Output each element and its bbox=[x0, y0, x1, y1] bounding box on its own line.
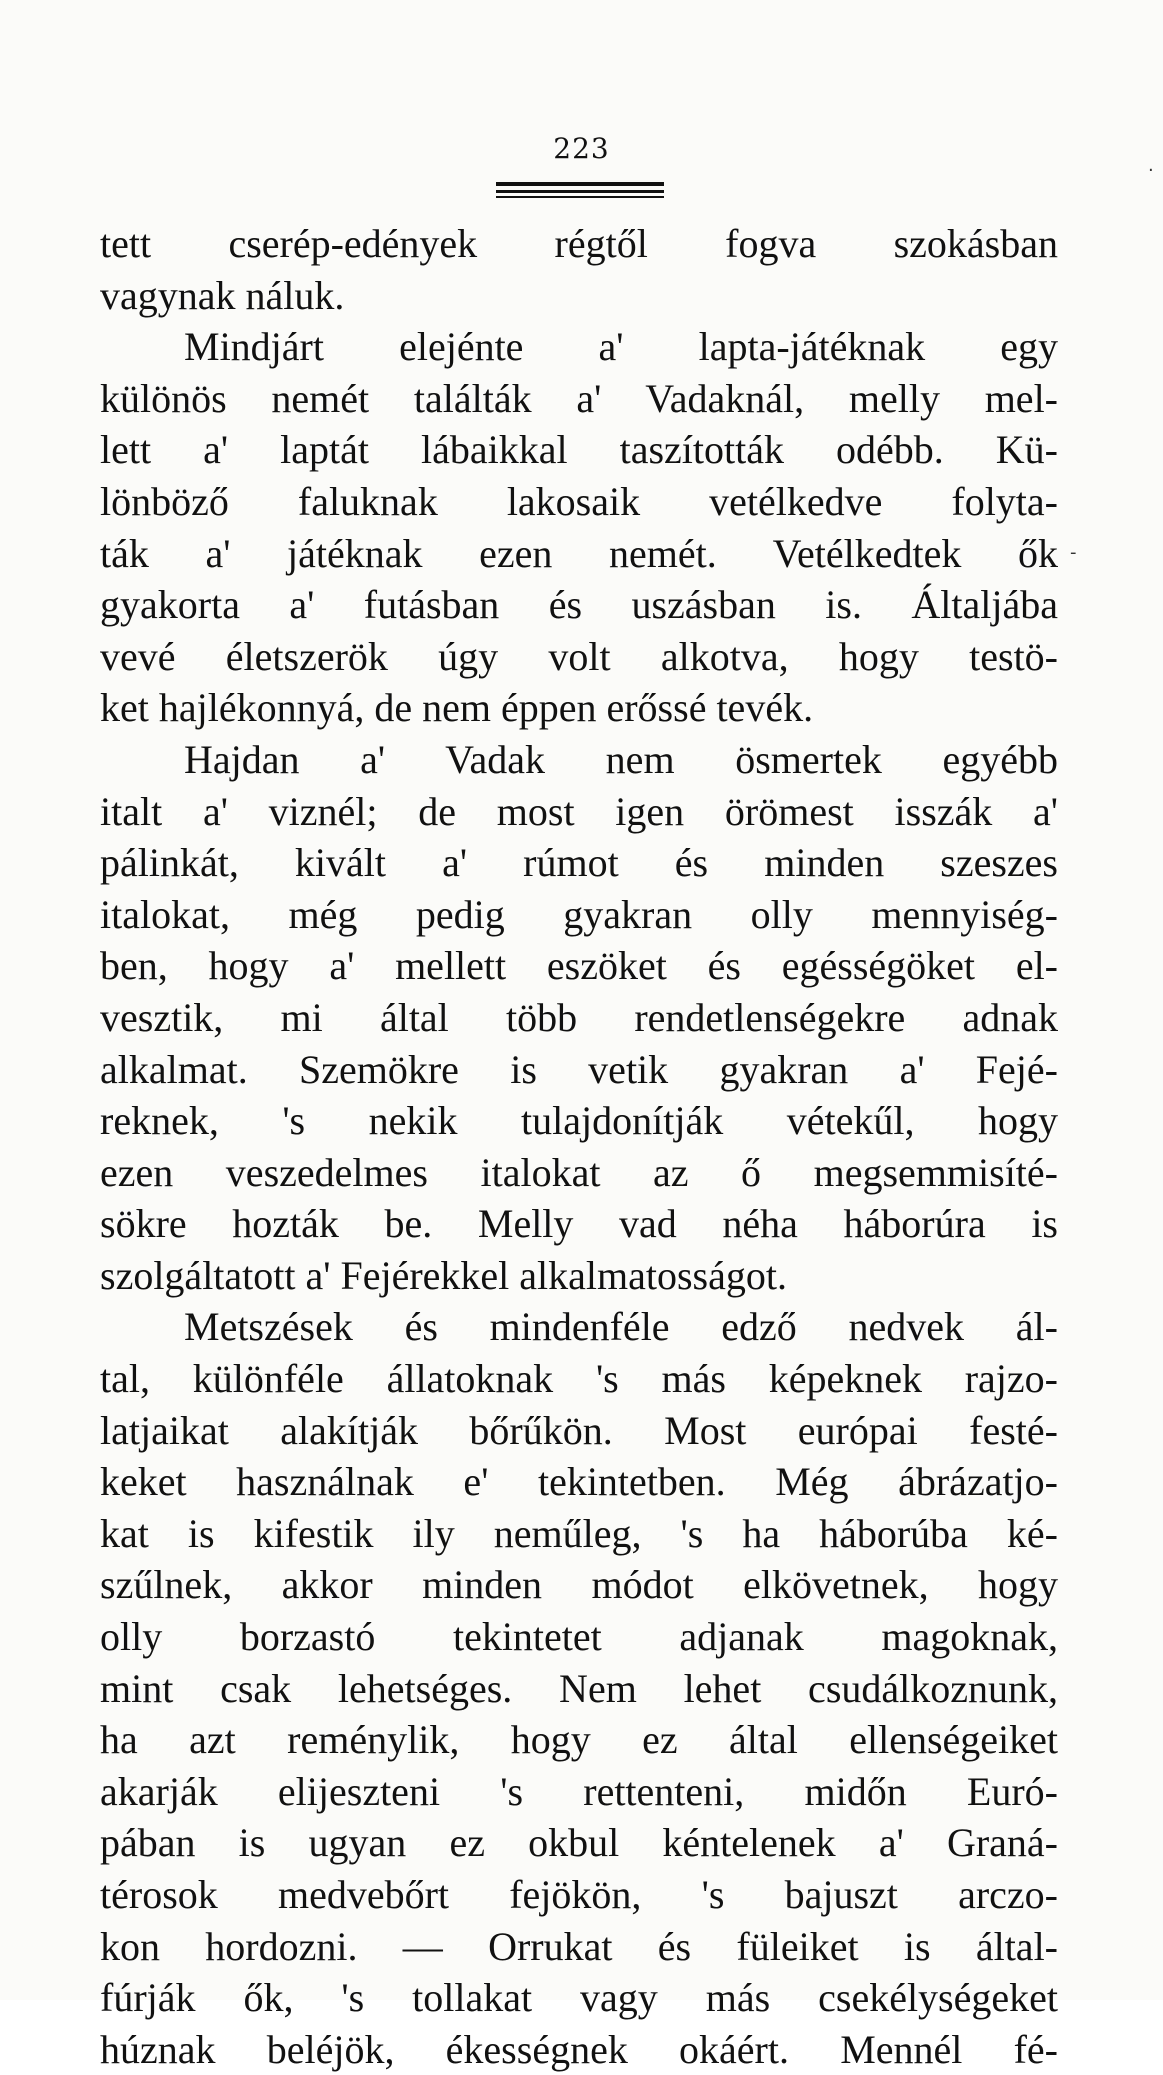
text-line: ket hajlékonnyá, de nem éppen erőssé tevék. bbox=[100, 685, 814, 731]
page-number: 223 bbox=[553, 132, 610, 165]
text-line: mint csak lehetséges. Nem lehet csudálkoznunk, bbox=[100, 1665, 1058, 1711]
text-line: ták a' játéknak ezen nemét. Vetélkedtek ők bbox=[100, 530, 1058, 576]
text-line: Metszések és mindenféle edző nedvek ál- bbox=[184, 1304, 1058, 1350]
text-line: akarják elijeszteni 's rettenteni, midőn Euró- bbox=[100, 1768, 1058, 1814]
text-line: latjaikat alakítják bőrűkön. Most európai festé- bbox=[100, 1407, 1058, 1453]
text-line: ben, hogy a' mellett eszöket és egésségöket el- bbox=[100, 943, 1058, 989]
text-line: lett a' laptát lábaikkal taszították odébb. Kü- bbox=[100, 427, 1058, 473]
text-line: tett cserép-edények régtől fogva szokásban bbox=[100, 221, 1058, 266]
text-line: keket használnak e' tekintetben. Még ábrázatjo- bbox=[100, 1459, 1058, 1505]
text-line: alkalmat. Szemökre is vetik gyakran a' Fejé- bbox=[100, 1046, 1058, 1092]
text-line: vagynak náluk. bbox=[100, 272, 345, 318]
text-line: pában is ugyan ez okbul kéntelenek a' Graná- bbox=[100, 1820, 1058, 1866]
text-line: Hajdan a' Vadak nem ösmertek egyébb bbox=[184, 736, 1058, 782]
text-line: húznak beléjök, ékességnek okáért. Mennél fé- bbox=[100, 2026, 1058, 2072]
text-line: különös nemét találták a' Vadaknál, melly mel- bbox=[100, 375, 1058, 421]
text-line: vevé életszerök úgy volt alkotva, hogy testö- bbox=[100, 633, 1058, 679]
text-line: lönböző faluknak lakosaik vetélkedve folyta- bbox=[100, 478, 1058, 524]
text-line: vesztik, mi által több rendetlenségekre adnak bbox=[100, 994, 1058, 1040]
text-line: kat is kifestik ily neműleg, 's ha háborúba ké- bbox=[100, 1510, 1058, 1556]
text-line: italt a' viznél; de most igen örömest isszák a' bbox=[100, 788, 1058, 834]
margin-speck: · bbox=[1148, 160, 1154, 181]
text-line: térosok medvebőrt fejökön, 's bajuszt arczo- bbox=[100, 1872, 1058, 1917]
text-line: szűlnek, akkor minden módot elkövetnek, hogy bbox=[100, 1562, 1058, 1608]
header-rule-top bbox=[496, 182, 664, 186]
text-line: reknek, 's nekik tulajdonítják vétekűl, hogy bbox=[100, 1098, 1058, 1144]
text-line: gyakorta a' futásban és uszásban is. Általjába bbox=[100, 582, 1058, 628]
body-text bbox=[100, 218, 1058, 2075]
header-rule-bottom bbox=[496, 196, 664, 198]
text-line: Mindjárt elejénte a' lapta-játéknak egy bbox=[184, 324, 1058, 370]
margin-speck: - bbox=[1070, 542, 1077, 563]
text-line: szolgáltatott a' Fejérekkel alkalmatosságot. bbox=[100, 1252, 787, 1298]
text-line: fúrják ők, 's tollakat vagy más csekélységeket bbox=[100, 1975, 1058, 2021]
text-line: pálinkát, kivált a' rúmot és minden szeszes bbox=[100, 840, 1058, 886]
text-line: tal, különféle állatoknak 's más képeknek rajzo- bbox=[100, 1356, 1058, 1402]
text-line: kon hordozni. — Orrukat és füleiket is által- bbox=[100, 1923, 1058, 1969]
text-line: ezen veszedelmes italokat az ő megsemmisíté- bbox=[100, 1149, 1058, 1195]
text-line: sökre hozták be. Melly vad néha háborúra is bbox=[100, 1201, 1058, 1247]
text-line: italokat, még pedig gyakran olly mennyiség- bbox=[100, 891, 1058, 937]
header-rule-middle bbox=[496, 190, 664, 193]
text-line: olly borzastó tekintetet adjanak magoknak, bbox=[100, 1614, 1058, 1660]
text-line: ha azt reménylik, hogy ez által ellenségeiket bbox=[100, 1717, 1058, 1763]
